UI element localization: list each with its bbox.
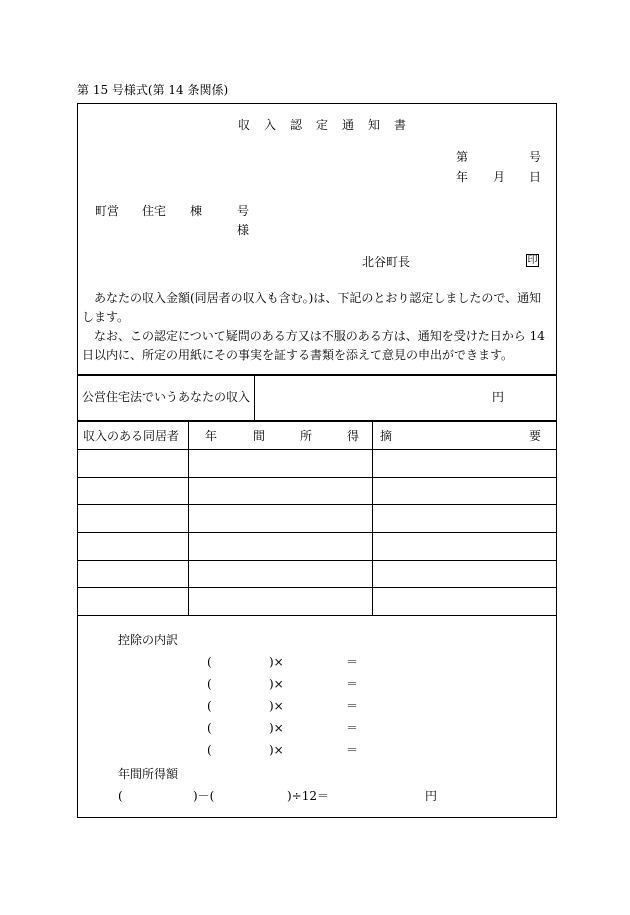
table-header-annual-income: 年 <box>205 429 218 443</box>
table-row <box>77 615 557 616</box>
table-header-annual-income: 得 <box>347 429 360 443</box>
table-header-annual-income: 間 <box>253 429 266 443</box>
table-header-annual-income: 所 <box>300 429 313 443</box>
recipient-housing: 住宅 <box>142 204 167 218</box>
table-column-divider <box>188 421 189 615</box>
notice-paragraph-2: なお、この認定について疑問のある方又は不服のある方は、通知を受けた日から 14 日以内に、所定の用紙にその事実を証する書類を添えて意見の申出ができます。 <box>82 329 545 362</box>
table-header-remarks: 摘 <box>380 429 393 443</box>
recipient-honorific: 様 <box>237 223 250 237</box>
deduction-title: 控除の内訳 <box>118 633 179 647</box>
annual-unit: 円 <box>425 789 438 803</box>
annual-open-paren: ( <box>118 789 123 803</box>
deduction-multiply: )× <box>269 721 284 735</box>
deduction-equals: ＝ <box>346 721 359 735</box>
date-year: 年 <box>456 170 469 184</box>
table-header-cohabitant: 収入のある同居者 <box>83 429 180 443</box>
deduction-multiply: )× <box>269 743 284 757</box>
annual-minus: )－( <box>193 789 215 803</box>
issuer-name: 北谷町長 <box>362 255 411 269</box>
table-column-divider <box>372 421 373 615</box>
table-row <box>77 449 557 450</box>
income-unit: 円 <box>492 390 505 404</box>
annual-divide-12: )÷12＝ <box>287 789 330 803</box>
recipient-building: 棟 <box>190 204 203 218</box>
deduction-multiply: )× <box>269 699 284 713</box>
deduction-equals: ＝ <box>346 743 359 757</box>
table-row <box>77 587 557 588</box>
recipient-town-housing: 町営 <box>95 204 120 218</box>
annual-income-title: 年間所得額 <box>118 767 179 781</box>
table-row <box>77 532 557 533</box>
deduction-equals: ＝ <box>346 699 359 713</box>
form-number: 第 15 号様式(第 14 条関係) <box>77 83 229 97</box>
document-title: 収 入 認 定 通 知 書 <box>238 118 408 132</box>
deduction-equals: ＝ <box>346 677 359 691</box>
table-header-remarks: 要 <box>529 429 542 443</box>
number-prefix: 第 <box>456 150 469 164</box>
section-divider <box>77 374 557 376</box>
deduction-multiply: )× <box>269 677 284 691</box>
notice-paragraph-1: あなたの収入金額(同居者の収入も含む。)は、下記のとおり認定しましたので、通知します。 <box>82 291 542 324</box>
table-row <box>77 560 557 561</box>
recipient-number: 号 <box>237 204 250 218</box>
date-month: 月 <box>493 170 506 184</box>
seal-stamp: 印 <box>527 255 538 266</box>
deduction-open-paren: ( <box>207 677 212 691</box>
section-divider <box>77 420 557 422</box>
income-label: 公営住宅法でいうあなたの収入 <box>82 390 251 404</box>
date-day: 日 <box>529 170 542 184</box>
number-suffix: 号 <box>529 150 542 164</box>
deduction-open-paren: ( <box>207 743 212 757</box>
deduction-open-paren: ( <box>207 721 212 735</box>
deduction-open-paren: ( <box>207 699 212 713</box>
table-row <box>77 477 557 478</box>
deduction-equals: ＝ <box>346 655 359 669</box>
deduction-multiply: )× <box>269 655 284 669</box>
income-row-divider <box>254 375 255 421</box>
deduction-open-paren: ( <box>207 655 212 669</box>
table-row <box>77 504 557 505</box>
